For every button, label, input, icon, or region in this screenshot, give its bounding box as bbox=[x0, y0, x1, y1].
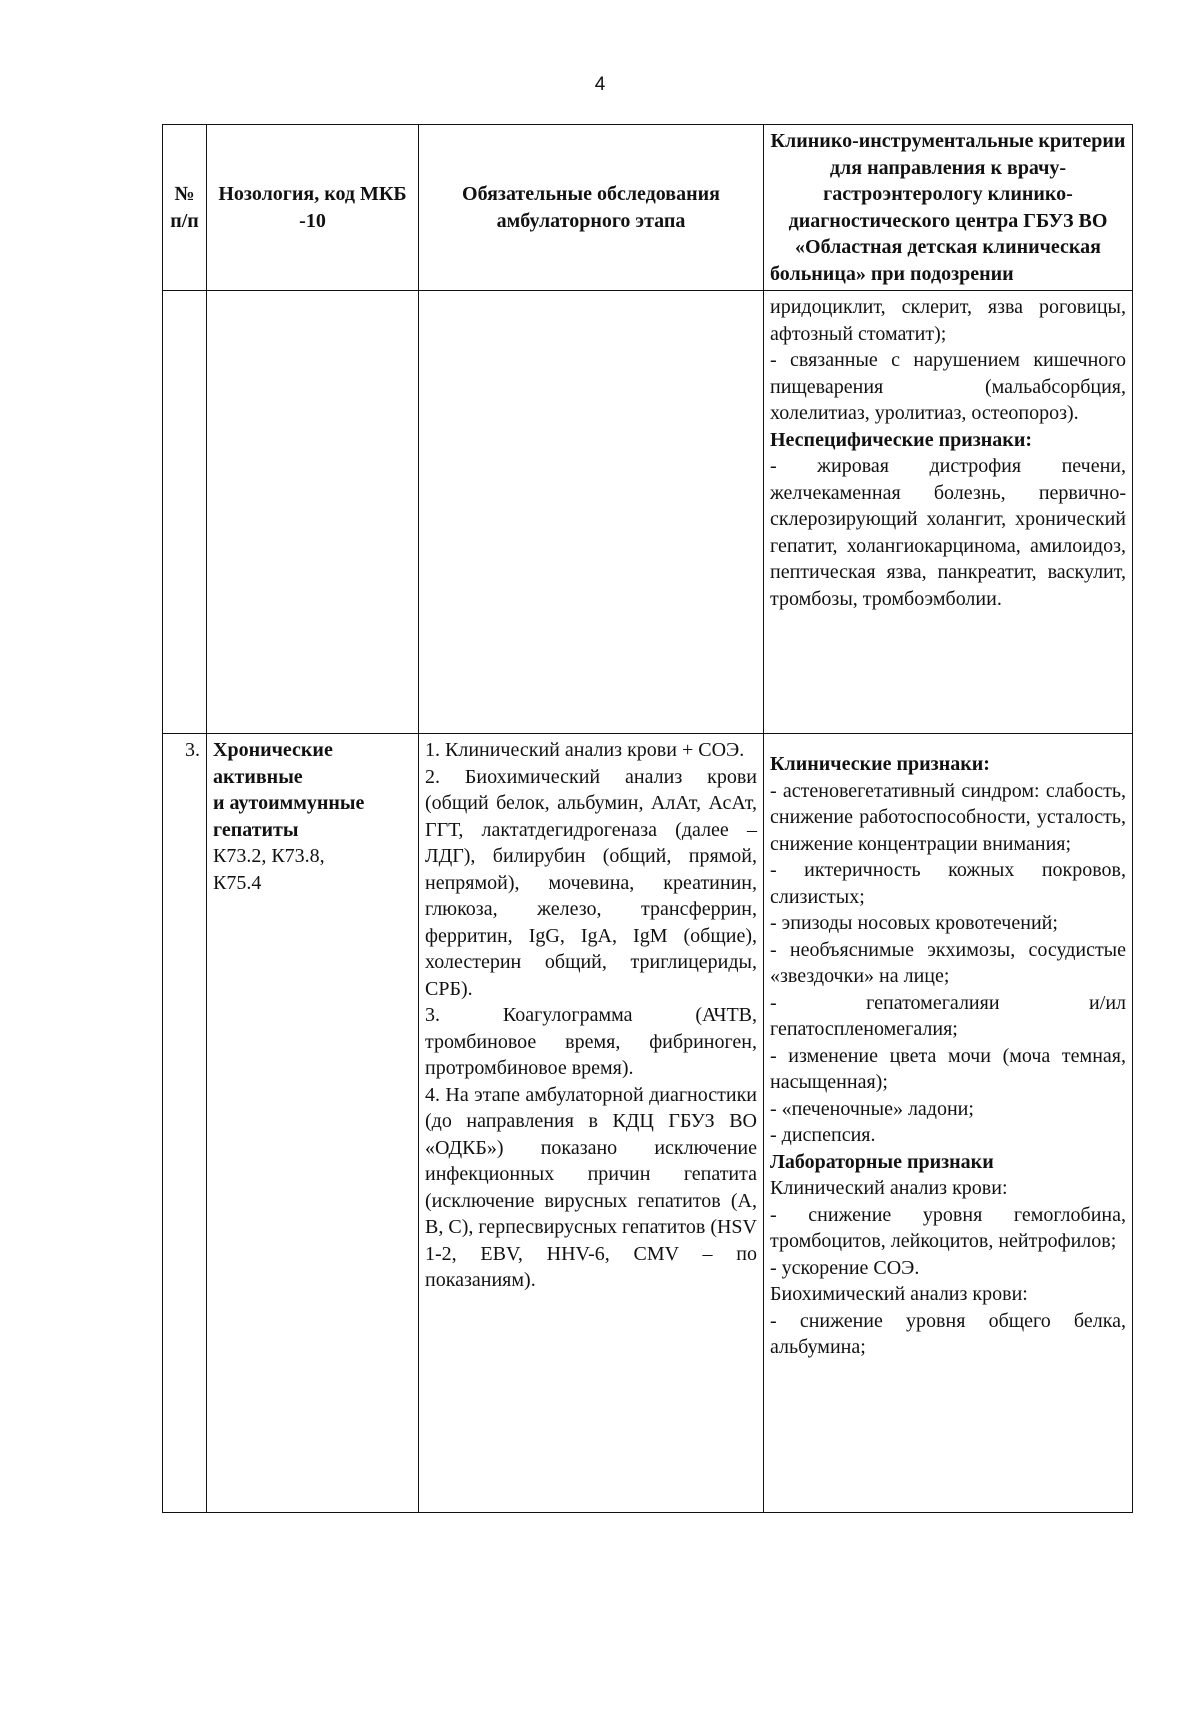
nosology-title-line: Хронические bbox=[213, 739, 333, 761]
clinical-sign: - диспепсия. bbox=[770, 1124, 876, 1146]
exam-item: 1. Клинический анализ крови + СОЭ. bbox=[425, 739, 745, 761]
lab-blood-line: - ускорение СОЭ. bbox=[770, 1256, 920, 1279]
lab-signs-title: Лабораторные признаки bbox=[770, 1150, 994, 1173]
clinical-sign: - эпизоды носовых кровотечений; bbox=[770, 912, 1058, 934]
nosology-title bbox=[213, 737, 412, 843]
cell-exams bbox=[419, 734, 764, 1513]
nosology-title-line: гепатиты bbox=[213, 818, 299, 841]
page-number: 4 bbox=[594, 74, 606, 95]
nosology-title-line: активные bbox=[213, 765, 303, 788]
exam-item: 2. Биохимический анализ крови (общий белок, альбумин, АлАт, АсАт, ГГТ, лактатдегидрогеназа (далее – ЛДГ), билирубин (общий, прямой, непрямой), мочевина, креатинин, глюкоза, железо, трансферрин, ферритин, IgG, IgA, IgM (общие), холестерин общий, триглицериды, СРБ). bbox=[425, 765, 757, 1000]
cell-criteria bbox=[764, 734, 1133, 1513]
clinical-signs-title: Клинические признаки: bbox=[770, 753, 990, 775]
cell-num-empty bbox=[163, 291, 207, 734]
cell-num: 3. bbox=[163, 734, 207, 1513]
lab-blood-line: - снижение уровня гемоглобина, тромбоцитов, лейкоцитов, нейтрофилов; bbox=[770, 1203, 1126, 1252]
lab-biochem-title: Биохимический анализ крови: bbox=[770, 1283, 1028, 1305]
lab-blood-title: Клинический анализ крови: bbox=[770, 1177, 1008, 1199]
cell-criteria-continuation bbox=[764, 291, 1133, 734]
criteria-line: - связанные с нарушением кишечного пищеварения (мальабсорбция, холелитиаз, уролитиаз, остеопороз). bbox=[770, 349, 1126, 424]
criteria-line: иридоциклит, склерит, язва роговицы, афтозный стоматит); bbox=[770, 296, 1126, 345]
clinical-sign: - «печеночные» ладони; bbox=[770, 1097, 974, 1120]
nosology-title-line: и аутоиммунные bbox=[213, 792, 365, 814]
clinical-sign: - гепатомегалияи и/ил гепатоспленомегалия; bbox=[770, 991, 1126, 1040]
header-num: № п/п bbox=[163, 125, 207, 291]
exam-item: 3. Коагулограмма (АЧТВ, тромбиновое время, фибриноген, протромбиновое время). bbox=[425, 1004, 757, 1079]
nonspecific-line: - жировая дистрофия печени, желчекаменная болезнь, первично-склерозирующий холангит, хронический гепатит, холангиокарцинома, амилоидоз, пептическая язва, панкреатит, васкулит, тромбозы, тромбоэмболии. bbox=[770, 455, 1126, 610]
nosology-codes bbox=[213, 843, 412, 896]
clinical-sign: - иктеричность кожных покровов, слизистых; bbox=[770, 859, 1126, 908]
referral-criteria-table bbox=[162, 124, 1133, 1513]
exam-item: 4. На этапе амбулаторной диагностики (до направления в КДЦ ГБУЗ ВО «ОДКБ») показано исключение инфекционных причин гепатита (исключение вирусных гепатитов (А, В, С), герпесвирусных гепатитов (HSV 1-2, EBV, HHV-6, CMV – по показаниям). bbox=[425, 1083, 757, 1291]
clinical-sign: - астеновегетативный синдром: слабость, снижение работоспособности, усталость, снижение концентрации внимания; bbox=[770, 779, 1126, 855]
cell-exams-empty bbox=[419, 291, 764, 734]
nosology-code-line: К75.4 bbox=[213, 871, 262, 894]
clinical-sign: - изменение цвета мочи (моча темная, насыщенная); bbox=[770, 1044, 1126, 1093]
table-header-row bbox=[163, 125, 1133, 291]
nonspecific-title: Неспецифические признаки: bbox=[770, 428, 1033, 451]
lab-biochem-line: - снижение уровня общего белка, альбумина; bbox=[770, 1309, 1126, 1358]
cell-nosology-empty bbox=[207, 291, 419, 734]
header-criteria: Клинико-инструментальные критерии для направления к врачу-гастроэнтерологу клинико-диагностического центра ГБУЗ ВО «Областная детская клиническая больница» при подозрении bbox=[764, 125, 1133, 291]
cell-nosology bbox=[207, 734, 419, 1513]
clinical-sign: - необъяснимые экхимозы, сосудистые «звездочки» на лице; bbox=[770, 938, 1126, 987]
table-row-continuation bbox=[163, 291, 1133, 734]
nosology-code-line: К73.2, К73.8, bbox=[213, 845, 325, 867]
table-row-hepatitis bbox=[163, 734, 1133, 1513]
header-nosology: Нозология, код МКБ -10 bbox=[207, 125, 419, 291]
header-exams: Обязательные обследования амбулаторного этапа bbox=[419, 125, 764, 291]
